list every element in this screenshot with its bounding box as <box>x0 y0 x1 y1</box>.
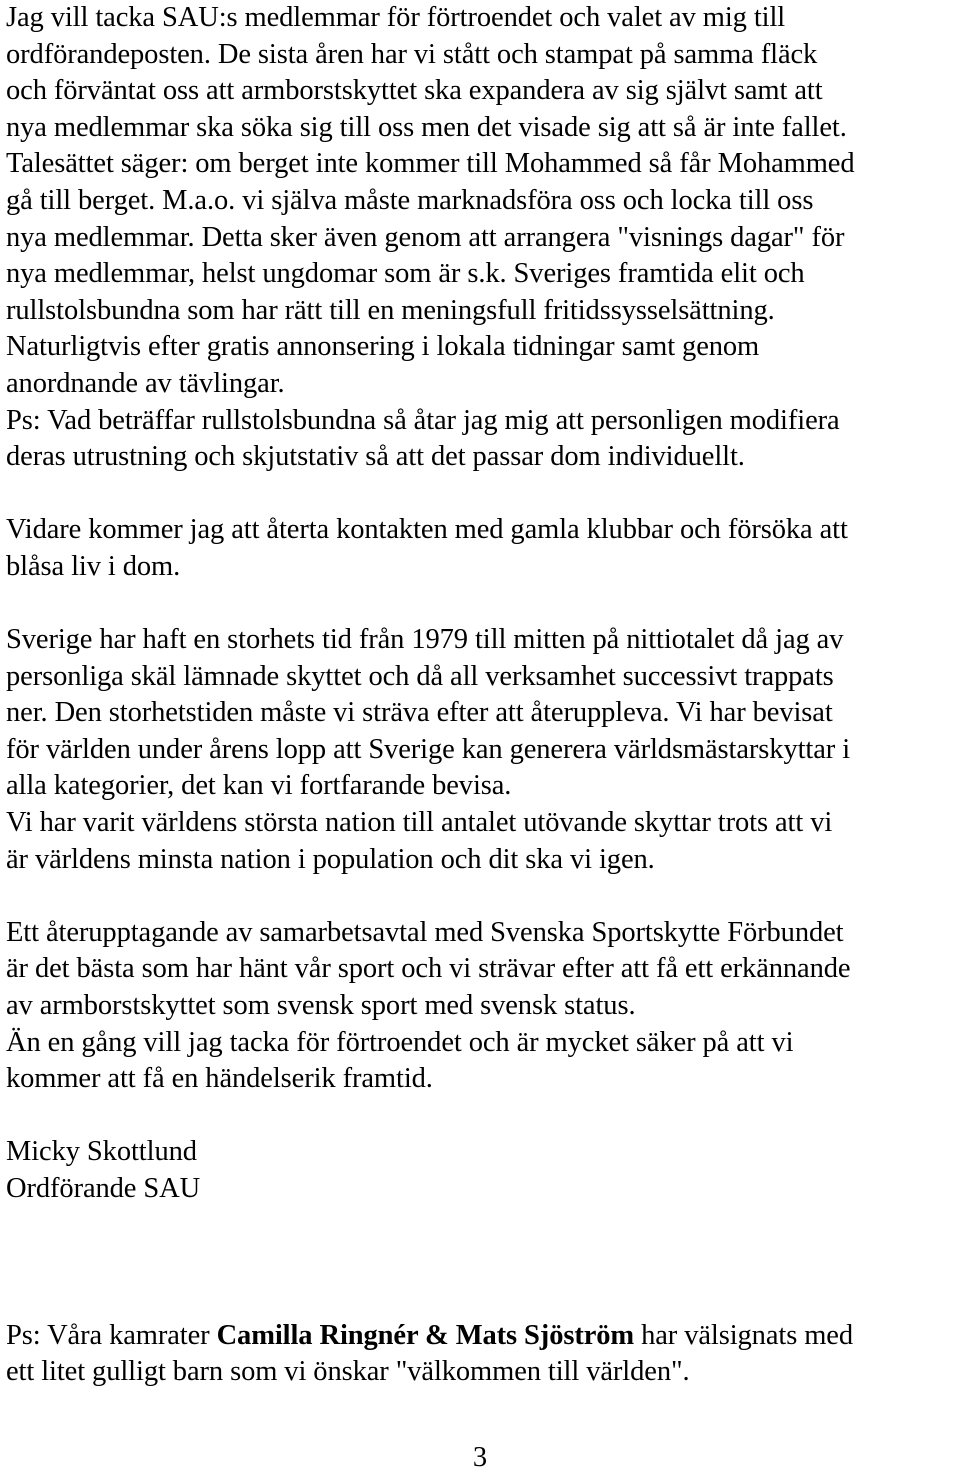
paragraph-history <box>6 622 958 878</box>
text-line: kommer att få en händelserik framtid. <box>6 1063 433 1095</box>
paragraph-agreement <box>6 915 958 1098</box>
text-line: Än en gång vill jag tacka för förtroendet och är mycket säker på att vi <box>6 1026 794 1058</box>
document-page <box>6 0 958 1391</box>
paragraph-spacer <box>6 476 958 513</box>
text-line: och förväntat oss att armborstskyttet ska expandera av sig självt samt att <box>6 75 823 107</box>
text-line: Ett återupptagande av samarbetsavtal med Svenska Sportskytte Förbundet <box>6 916 844 948</box>
text-line: Ps: Vad beträffar rullstolsbundna så åtar jag mig att personligen modifiera <box>6 404 840 436</box>
text-line: av armborstskyttet som svensk sport med svensk status. <box>6 990 636 1022</box>
text-line: alla kategorier, det kan vi fortfarande bevisa. <box>6 770 512 802</box>
page-number: 3 <box>472 1442 488 1473</box>
text-line: Vi har varit världens största nation till antalet utövande skyttar trots att vi <box>6 807 833 839</box>
signature-name: Micky Skottlund <box>6 1136 197 1168</box>
text-line: ordförandeposten. De sista åren har vi stått och stampat på samma fläck <box>6 38 818 70</box>
paragraph-spacer <box>6 1208 958 1318</box>
postscript-line <box>6 1318 958 1355</box>
text-line: gå till berget. M.a.o. vi själva måste marknadsföra oss och locka till oss <box>6 184 814 216</box>
text-line: Sverige har haft en storhets tid från 1979 till mitten på nittiotalet då jag av <box>6 624 844 656</box>
text-line: är det bästa som har hänt vår sport och vi strävar efter att få ett erkännande <box>6 953 851 985</box>
postscript-names: Camilla Ringnér & Mats Sjöström <box>216 1319 635 1351</box>
postscript-prefix: Ps: Våra kamrater <box>6 1319 217 1351</box>
text-line: för världen under årens lopp att Sverige kan generera världsmästarskyttar i <box>6 733 851 765</box>
text-line: Naturligtvis efter gratis annonsering i lokala tidningar samt genom <box>6 331 760 363</box>
text-line: nya medlemmar. Detta sker även genom att arrangera "visnings dagar" för <box>6 221 845 253</box>
text-line: ner. Den storhetstiden måste vi sträva efter att återuppleva. Vi har bevisat <box>6 697 833 729</box>
text-line: deras utrustning och skjutstativ så att det passar dom individuellt. <box>6 441 745 473</box>
text-line: anordnande av tävlingar. <box>6 367 285 399</box>
text-line: Jag vill tacka SAU:s medlemmar för förtroendet och valet av mig till <box>6 2 786 33</box>
text-line: nya medlemmar, helst ungdomar som är s.k. Sveriges framtida elit och <box>6 258 805 290</box>
text-line: är världens minsta nation i population och dit ska vi igen. <box>6 843 655 875</box>
text-line: Vidare kommer jag att återta kontakten med gamla klubbar och försöka att <box>6 514 848 546</box>
postscript-line-2: ett litet gulligt barn som vi önskar "välkommen till världen". <box>6 1356 690 1388</box>
text-line: personliga skäl lämnade skyttet och då all verksamhet successivt trappats <box>6 660 834 692</box>
signature-title: Ordförande SAU <box>6 1173 201 1204</box>
paragraph-spacer <box>6 586 958 623</box>
paragraph-old-clubs <box>6 512 958 585</box>
paragraph-spacer <box>6 1098 958 1135</box>
text-line: rullstolsbundna som har rätt till en meningsfull fritidssysselsättning. <box>6 294 775 326</box>
postscript <box>6 1318 958 1391</box>
text-line: nya medlemmar ska söka sig till oss men det visade sig att så är inte fallet. <box>6 111 847 143</box>
text-line: blåsa liv i dom. <box>6 550 181 582</box>
paragraph-spacer <box>6 878 958 915</box>
text-line: Talesättet säger: om berget inte kommer till Mohammed så får Mohammed <box>6 148 855 180</box>
postscript-suffix: har välsignats med <box>634 1319 853 1351</box>
paragraph-intro <box>6 0 958 476</box>
signature-block <box>6 1134 958 1207</box>
